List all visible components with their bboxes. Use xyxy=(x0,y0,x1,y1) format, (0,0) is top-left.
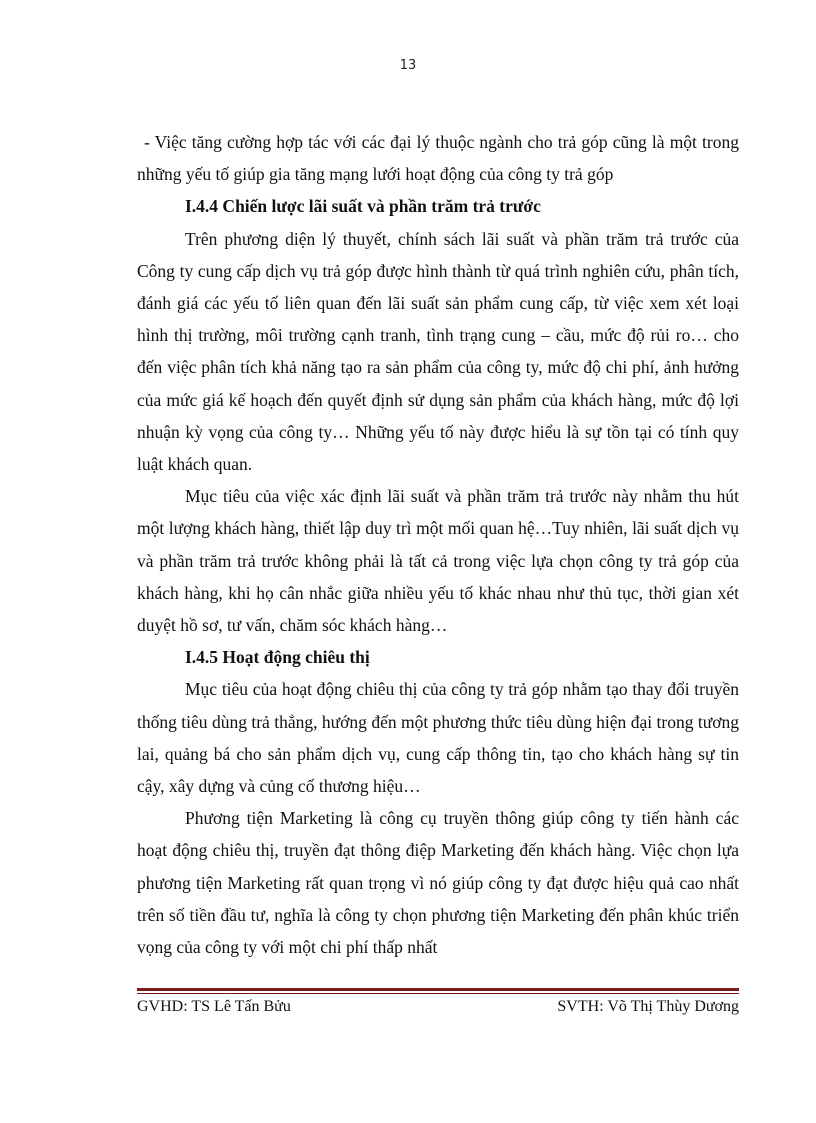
paragraph-objective: Mục tiêu của việc xác định lãi suất và phần trăm trả trước này nhằm thu hút một lượng khách hàng, thiết lập duy trì một mối quan hệ…Tuy nhiên, lãi suất dịch vụ và phần trăm trả trước không phải là tất cả trong việc lựa chọn công ty trả góp của khách hàng, khi họ cân nhắc giữa nhiều yếu tố khác nhau như thủ tục, thời gian xét duyệt hồ sơ, tư vấn, chăm sóc khách hàng… xyxy=(137,486,739,636)
footer-advisor: GVHD: TS Lê Tấn Bửu xyxy=(137,998,291,1015)
paragraph-promotion-goal: Mục tiêu của hoạt động chiêu thị của công ty trả góp nhằm tạo thay đổi truyền thống tiêu dùng trả thẳng, hướng đến một phương thức tiêu dùng hiện đại trong tương lai, quảng bá cho sản phẩm dịch vụ, cung cấp thông tin, tạo cho khách hàng sự tin cậy, xây dựng và củng cố thương hiệu… xyxy=(137,679,739,797)
document-body xyxy=(137,126,739,963)
paragraph-marketing-media: Phương tiện Marketing là công cụ truyền thông giúp công ty tiến hành các hoạt động chiêu thị, truyền đạt thông điệp Marketing đến khách hàng. Việc chọn lựa phương tiện Marketing rất quan trọng vì nó giúp công ty đạt được hiệu quả cao nhất trên số tiền đầu tư, nghĩa là công ty chọn phương tiện Marketing đến phân khúc triển vọng của công ty với một chi phí thấp nhất xyxy=(137,808,739,958)
section-heading-interest-strategy: I.4.4 Chiến lược lãi suất và phần trăm trả trước xyxy=(185,196,541,217)
footer-divider xyxy=(137,988,739,994)
paragraph-cooperation: - Việc tăng cường hợp tác với các đại lý thuộc ngành cho trả góp cũng là một trong những yếu tố giúp gia tăng mạng lưới hoạt động của công ty trả góp xyxy=(137,132,739,185)
page-footer xyxy=(137,998,739,1016)
footer-student: SVTH: Võ Thị Thùy Dương xyxy=(557,998,739,1015)
section-heading-promotion: I.4.5 Hoạt động chiêu thị xyxy=(185,647,370,668)
paragraph-theory: Trên phương diện lý thuyết, chính sách lãi suất và phần trăm trả trước của Công ty cung cấp dịch vụ trả góp được hình thành từ quá trình nghiên cứu, phân tích, đánh giá các yếu tố liên quan đến lãi suất sản phẩm cung cấp, từ việc xem xét loại hình thị trường, môi trường cạnh tranh, tình trạng cung – cầu, mức độ rủi ro… cho đến việc phân tích khả năng tạo ra sản phẩm của công ty, mức độ chi phí, ảnh hưởng của mức giá kế hoạch đến quyết định sử dụng sản phẩm của khách hàng, mức độ lợi nhuận kỳ vọng của công ty… Những yếu tố này được hiểu là sự tồn tại có tính quy luật khách quan. xyxy=(137,228,739,475)
page-number: 13 xyxy=(399,58,417,73)
